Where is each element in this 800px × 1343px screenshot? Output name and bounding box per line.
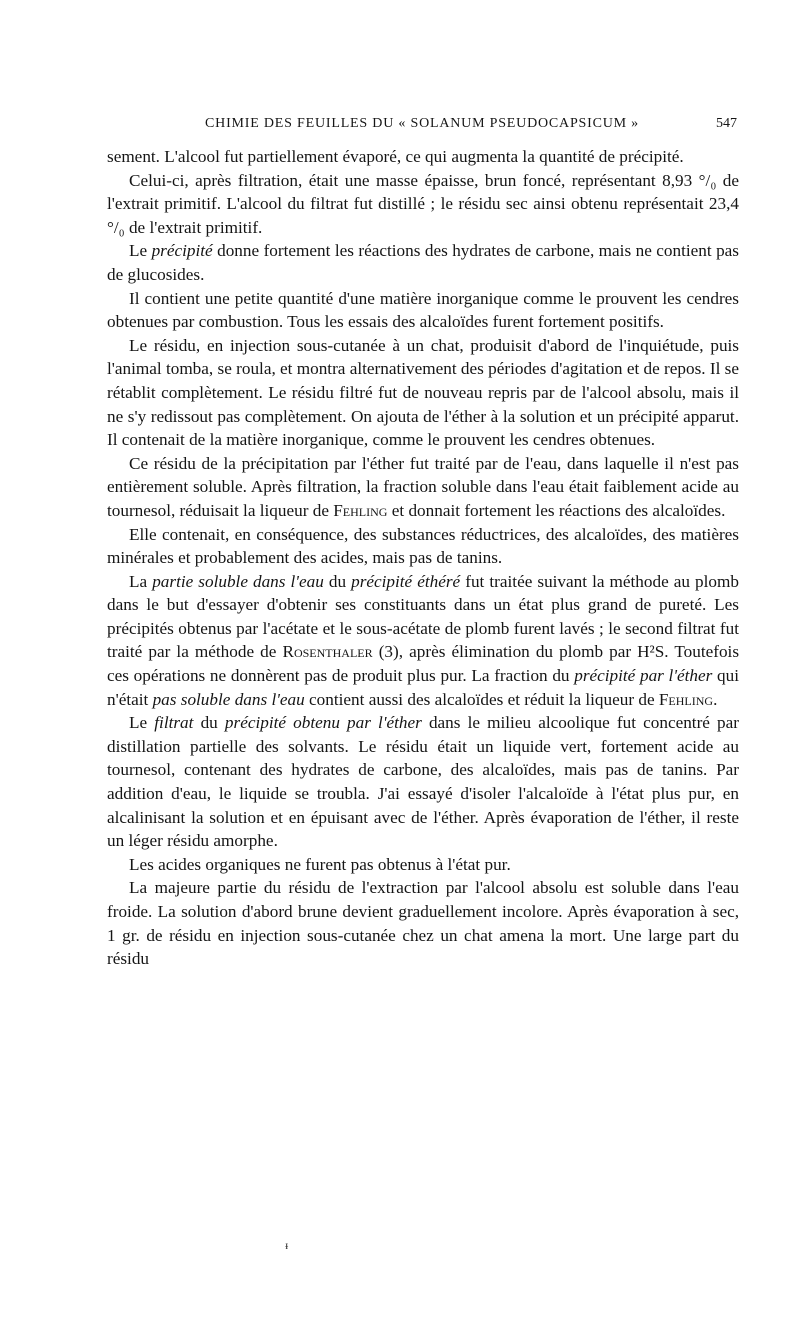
paragraph xyxy=(107,523,739,570)
stray-mark: ᵻ xyxy=(285,1238,289,1252)
italic-run: précipité xyxy=(151,241,213,261)
paragraph xyxy=(107,334,739,452)
text-run: Le xyxy=(129,713,155,733)
italic-run: filtrat xyxy=(154,713,194,733)
text-run: Les acides organiques ne furent pas obtenus à l'état pur. xyxy=(129,854,511,874)
text-run: La xyxy=(129,571,153,591)
paragraph xyxy=(107,145,739,169)
running-title: CHIMIE DES FEUILLES DU « SOLANUM PSEUDOCAPSICUM » xyxy=(205,116,639,131)
text-run: du xyxy=(193,713,225,733)
text-run: Celui-ci, après filtration, était une masse épaisse, brun foncé, représentant 8,93 °/₀ de l'extrait primitif. L'alcool du filtrat fut distillé ; le résidu sec ainsi obtenu représentait 23,4 °/₀ de l'extrait primitif. xyxy=(107,170,739,237)
body-text xyxy=(107,145,739,971)
text-run: dans le milieu alcoolique fut concentré par distillation partielle des solvants. Le résidu était un liquide vert, fortement acide au tournesol, contenant des hydrates de carbone, des alcaloïdes, mais pas de tanins. Par addition d'eau, le liquide se troubla. J'ai essayé d'isoler l'alcaloïde à l'état plus pur, en alcalinisant la solution et en épuisant avec de l'éther. Après évaporation de l'éther, il reste un léger résidu amorphe. xyxy=(107,713,740,851)
italic-run: partie soluble dans l'eau xyxy=(152,571,324,591)
text-run: et donnait fortement les réactions des alcaloïdes. xyxy=(387,500,726,520)
text-run: Ce résidu de la précipitation par l'éther fut traité par de l'eau, dans laquelle il n'est pas entièrement soluble. Après filtration, la fraction soluble dans l'eau était faiblement acide au tournesol, réduisait la liqueur de xyxy=(107,453,739,520)
text-run: (3), après élimination du plomb par H²S. Toutefois ces opérations ne donnèrent pas de produit plus pur. La fraction du xyxy=(107,642,740,686)
page-number: 547 xyxy=(716,116,737,131)
text-run: contient aussi des alcaloïdes et réduit la liqueur de xyxy=(304,689,659,709)
small-caps-name: Fehling xyxy=(658,689,714,709)
paragraph xyxy=(107,452,739,523)
paragraph xyxy=(107,711,739,853)
text-run: Il contient une petite quantité d'une matière inorganique comme le prouvent les cendres obtenues par combustion. Tous les essais des alcaloïdes furent fortement positifs. xyxy=(107,288,739,332)
paragraph xyxy=(107,239,739,286)
text-run: du xyxy=(323,571,352,591)
paragraph xyxy=(107,570,739,712)
text-run: Elle contenait, en conséquence, des substances réductrices, des alcaloïdes, des matières minérales et probablement des acides, mais pas de tanins. xyxy=(107,524,739,568)
paragraph xyxy=(107,876,739,970)
italic-run: précipité éthéré xyxy=(351,571,461,591)
text-run: donne fortement les réactions des hydrates de carbone, mais ne contient pas de glucosides. xyxy=(107,241,739,284)
small-caps-name: Fehling xyxy=(333,500,388,520)
paragraph xyxy=(107,287,739,334)
italic-run: précipité obtenu par l'éther xyxy=(224,713,422,733)
text-run: . xyxy=(713,689,718,709)
text-run: Le xyxy=(129,241,152,261)
running-head xyxy=(107,113,737,135)
paragraph xyxy=(107,853,739,877)
text-run: La majeure partie du résidu de l'extraction par l'alcool absolu est soluble dans l'eau froide. La solution d'abord brune devient graduellement incolore. Après évaporation à sec, 1 gr. de résidu en injection sous-cutanée chez un chat amena la mort. Une large part du résidu xyxy=(107,878,739,969)
small-caps-name: Rosenthaler xyxy=(282,642,373,662)
text-run: fut traitée suivant la méthode au plomb dans le but d'essayer d'obtenir ses constituants dans un état plus grand de pureté. Les précipités obtenus par l'acétate et le sous-acétate de plomb furent lavés ; le second filtrat fut traité par la méthode de xyxy=(107,571,739,662)
text-run: Le résidu, en injection sous-cutanée à un chat, produisit d'abord de l'inquiétude, puis l'animal tomba, se roula, et montra alternativement des périodes d'agitation et de repos. Il se rétablit complètement. Le résidu filtré fut de nouveau repris par de l'alcool absolu, mais il ne s'y redissout pas complètement. On ajouta de l'éther à la solution et un précipité apparut. Il contenait de la matière inorganique, comme le prouvent les cendres obtenues. xyxy=(107,335,739,450)
paragraph xyxy=(107,169,739,240)
text-run: qui n'était xyxy=(107,666,739,709)
italic-run: pas soluble dans l'eau xyxy=(152,689,305,709)
text-run: sement. L'alcool fut partiellement évaporé, ce qui augmenta la quantité de précipité. xyxy=(107,147,684,166)
italic-run: précipité par l'éther xyxy=(574,666,713,686)
